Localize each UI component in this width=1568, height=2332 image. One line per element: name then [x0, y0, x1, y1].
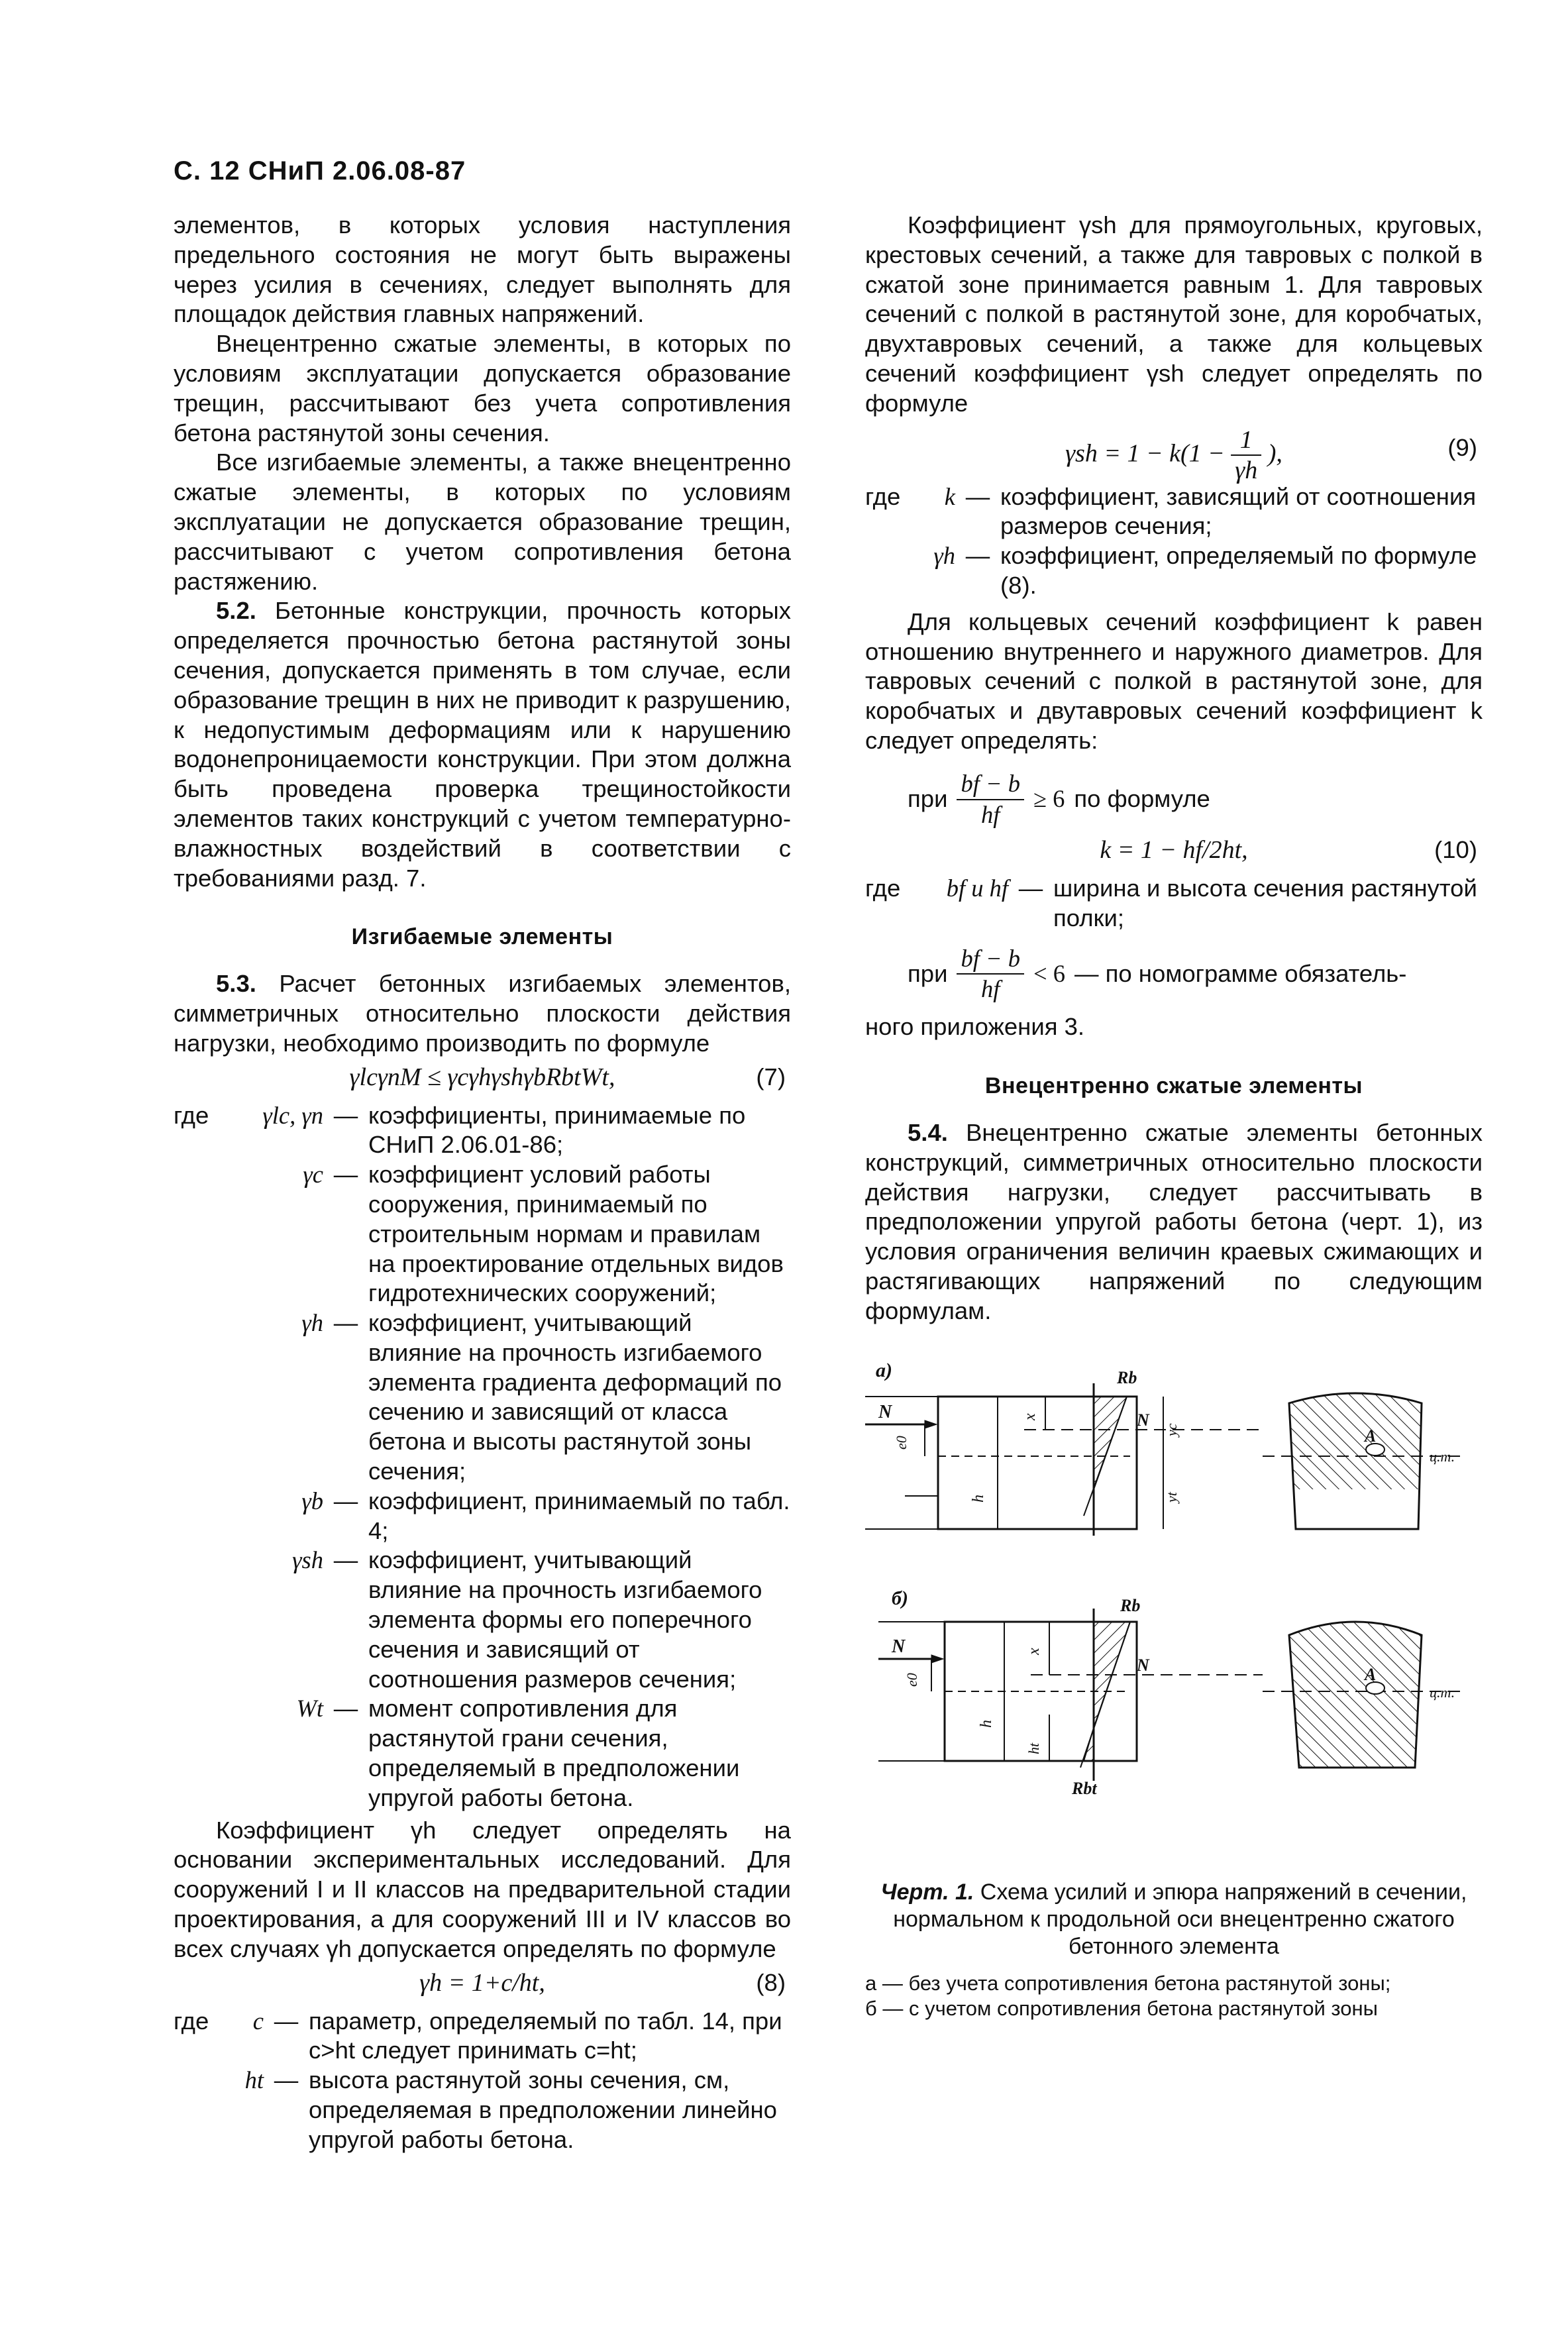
- paragraph: элементов, в которых условия наступления предельного состояния не могут быть выражены через усилия в сечениях, следует выполнять для площадок действия главных напряжений.: [174, 211, 791, 328]
- condition-operator: < 6: [1033, 959, 1065, 987]
- dash: —: [333, 1309, 358, 1337]
- paragraph-5-4: [865, 1118, 1483, 1326]
- arrow-head: [931, 1655, 943, 1663]
- symbol: γlc, γn: [262, 1101, 323, 1129]
- formula-9-expression: [1065, 425, 1282, 486]
- force-n: N: [878, 1401, 892, 1422]
- dim-yt: yt: [1163, 1491, 1180, 1503]
- condition-word: при: [908, 785, 948, 813]
- clause-number: 5.2.: [216, 597, 256, 625]
- definition-text: параметр, определяемый по табл. 14, при c>ht следует принимать c=ht;: [309, 2007, 782, 2064]
- where-word: [174, 1160, 221, 1308]
- where-word: где: [865, 874, 901, 902]
- definition-text: коэффициент, учитывающий влияние на прочность изгибаемого элемента градиента деформаций по сечению и зависящий от класса бетона и высоты растянутой зоны сечения;: [368, 1309, 782, 1485]
- dash: —: [333, 1101, 358, 1129]
- paragraph: Коэффициент γh следует определять на основании экспериментальных исследований. Для сооружений I и II классов на предварительной стадии проектирования, а для сооружений III и IV классов во всех случаях γh допускается определять по формуле: [174, 1816, 791, 1962]
- definition-text: коэффициент, принимаемый по табл. 4;: [368, 1487, 790, 1544]
- dim-yc: yc: [1163, 1422, 1180, 1436]
- numerator: bf − b: [957, 769, 1024, 800]
- where-word: [174, 2066, 221, 2154]
- dash: —: [333, 1487, 358, 1514]
- right-column: [865, 211, 1483, 2021]
- symbol: γh: [933, 542, 955, 570]
- numerator: 1: [1231, 425, 1261, 456]
- definition-10: [865, 874, 1483, 933]
- condition-word: при: [908, 959, 948, 987]
- definition-text: высота растянутой зоны сечения, см, определяемая в предположении линейно упругой работы бетона.: [309, 2066, 777, 2153]
- dim-ht: ht: [1025, 1742, 1042, 1754]
- formula-7-number: (7): [756, 1063, 786, 1090]
- clause-text: Внецентренно сжатые элементы бетонных конструкций, симметричных относительно плоскости действия нагрузки, следует рассчитывать в предположении упругой работы бетона (черт. 1), из условия ограничения величин краевых сжимающих и растягивающих напряжений по следующим формулам.: [865, 1118, 1483, 1324]
- paragraph-5-3: [174, 969, 791, 1058]
- neutral-n: N: [1137, 1655, 1149, 1675]
- dash: —: [965, 542, 990, 570]
- section-title: Изгибаемые элементы: [351, 924, 613, 950]
- paragraph: Для кольцевых сечений коэффициент k равен отношению внутреннего и наружного диаметров. Для тавровых сечений с полкой в растянутой зоне, для коробчатых и двутавровых сечений коэффициент k следует определять:: [865, 608, 1483, 754]
- fraction: [957, 944, 1024, 1005]
- paragraph: Коэффициент γsh для прямоугольных, круговых, крестовых сечений, а также для тавровых с полкой в сжатой зоне принимается равным 1. Для тавровых сечений с полкой в растянутой зоне, для коробчатых, двухтавровых сечений, а также для кольцевых сечений коэффициент γsh следует определять по формуле: [865, 211, 1483, 417]
- section-hatch: [1289, 1622, 1422, 1768]
- definition-list-9: [865, 482, 1483, 601]
- clause-number: 5.3.: [216, 970, 256, 998]
- caption-title: Черт. 1.: [880, 1880, 974, 1905]
- where-word: [865, 541, 913, 601]
- arrow-head: [925, 1420, 937, 1428]
- figure-1: [865, 1357, 1483, 1860]
- symbol: c: [252, 2007, 264, 2035]
- denominator: hf: [981, 800, 1000, 828]
- definition-text: момент сопротивления для растянутой грани сечения, определяемый в предположении упругой работы бетона.: [368, 1695, 740, 1811]
- denominator: γh: [1235, 456, 1258, 485]
- dim-h: h: [970, 1494, 987, 1503]
- stress-rbt: Rbt: [1072, 1778, 1097, 1798]
- formula-10-expression: k = 1 − hf/2ht,: [1100, 835, 1248, 864]
- formula-9: [865, 419, 1483, 485]
- formula-9-right: ),: [1267, 439, 1282, 468]
- label-a: а): [876, 1359, 892, 1381]
- caption-text: Схема усилий и эпюра напряжений в сечении, нормальном к продольной оси внецентренно сжатого бетонного элемента: [893, 1880, 1467, 1960]
- force-n: N: [892, 1636, 906, 1657]
- centroid-label: ц.т.: [1430, 1448, 1455, 1465]
- clause-text: Бетонные конструкции, прочность которых определяется прочностью бетона растянутой зоны сечения, допускается применять в том случае, если образование трещин в них не приводит к разрушению, к недопустимым деформациям или к нарушению водонепроницаемости конструкции. При этом должна быть проведена проверка трещиностойкости элементов таких конструкций с учетом температурно-влажностных воздействий в соответствии с требованиями разд. 7.: [174, 597, 791, 892]
- symbol: γc: [303, 1161, 323, 1189]
- where-word: где: [174, 2007, 209, 2035]
- definition-text: коэффициент, учитывающий влияние на прочность изгибаемого элемента формы его поперечного сечения и зависящий от соотношения размеров сечения;: [368, 1546, 762, 1693]
- figure-a: [865, 1359, 1461, 1536]
- stress-rb: Rb: [1120, 1595, 1141, 1615]
- page-header: С. 12 СНиП 2.06.08-87: [174, 156, 466, 186]
- symbol: γsh: [292, 1546, 323, 1574]
- formula-7-expression: γlcγnM ≤ γcγhγshγbRbtWt,: [349, 1063, 615, 1091]
- clause-number: 5.4.: [908, 1118, 948, 1146]
- formula-9-left: γsh = 1 − k(1 −: [1065, 439, 1225, 468]
- figure-b: [878, 1587, 1461, 1798]
- compressed-zone: [1289, 1393, 1422, 1489]
- formula-8-expression: γh = 1+c/ht,: [419, 1968, 545, 1997]
- centroid-label: ц.т.: [1430, 1683, 1455, 1701]
- section-title: Внецентренно сжатые элементы: [984, 1073, 1363, 1099]
- dim-e0: e0: [904, 1672, 920, 1687]
- definition-text: коэффициенты, принимаемые по СНиП 2.06.01-86;: [368, 1101, 746, 1159]
- where-word: где: [174, 1101, 209, 1129]
- legend-a: а — без учета сопротивления бетона растянутой зоны;: [865, 1972, 1391, 1995]
- symbol: Wt: [296, 1695, 323, 1722]
- formula-10: [865, 831, 1483, 874]
- where-word: [174, 1694, 221, 1813]
- condition-1: [908, 768, 1483, 831]
- condition-operator: ≥ 6: [1033, 785, 1065, 813]
- stress-rb: Rb: [1117, 1367, 1137, 1387]
- formula-9-number: (9): [1447, 433, 1477, 461]
- definition-text: коэффициент, зависящий от соотношения размеров сечения;: [1000, 482, 1477, 540]
- definition-list-8: [174, 2007, 791, 2155]
- paragraph: ного приложения 3.: [865, 1013, 1085, 1041]
- symbol: ht: [244, 2066, 264, 2094]
- paragraph: Все изгибаемые элементы, а также внецентренно сжатые элементы, в которых по условиям эксплуатации не допускается образование трещин, рассчитывают с учетом сопротивления бетона растяжению.: [174, 449, 791, 595]
- dash: —: [333, 1546, 358, 1574]
- definition-text: коэффициент, определяемый по формуле (8).: [1000, 542, 1477, 599]
- figure-legend: [865, 1971, 1483, 2021]
- fraction: [1231, 425, 1261, 486]
- where-word: [174, 1308, 221, 1487]
- symbol: γh: [301, 1309, 323, 1337]
- area-a: A: [1365, 1664, 1377, 1684]
- formula-8-number: (8): [756, 1968, 786, 1996]
- area-a: A: [1365, 1426, 1377, 1446]
- definition-text: коэффициент условий работы сооружения, принимаемый по строительным нормам и правилам на проектирование отдельных видов гидротехнических сооружений;: [368, 1161, 784, 1307]
- dim-x: x: [1021, 1412, 1039, 1420]
- condition-2: [908, 942, 1483, 1006]
- denominator: hf: [981, 975, 1000, 1003]
- dash: —: [274, 2007, 299, 2035]
- formula-8: [174, 1964, 791, 2007]
- definition-list-7: [174, 1101, 791, 1813]
- symbol: bf и hf: [946, 874, 1008, 902]
- condition-tail: по формуле: [1074, 785, 1210, 813]
- fraction: [957, 769, 1024, 830]
- paragraph: Внецентренно сжатые элементы, в которых по условиям эксплуатации допускается образование трещин, рассчитывают без учета сопротивления бетона растянутой зоны сечения.: [174, 330, 791, 447]
- numerator: bf − b: [957, 944, 1024, 975]
- paragraph-5-2: [174, 596, 791, 893]
- dim-h: h: [978, 1719, 995, 1728]
- clause-text: Расчет бетонных изгибаемых элементов, симметричных относительно плоскости действия нагрузки, необходимо производить по формуле: [174, 970, 791, 1057]
- neutral-n: N: [1137, 1410, 1149, 1430]
- definition-text: ширина и высота сечения растянутой полки;: [1053, 874, 1477, 931]
- dash: —: [333, 1695, 358, 1722]
- where-word: [174, 1487, 221, 1546]
- dash: —: [274, 2066, 299, 2094]
- formula-7: [174, 1059, 791, 1101]
- dim-e0: e0: [893, 1435, 910, 1450]
- formula-10-number: (10): [1434, 835, 1477, 863]
- dash: —: [1018, 874, 1043, 902]
- where-word: где: [865, 482, 901, 510]
- figure-caption: [865, 1879, 1483, 1960]
- legend-b: б — с учетом сопротивления бетона растянутой зоны: [865, 1997, 1378, 2021]
- dash: —: [333, 1161, 358, 1189]
- symbol: k: [944, 482, 955, 510]
- condition-tail: — по номограмме обязатель-: [1074, 959, 1407, 987]
- dim-x: x: [1025, 1647, 1043, 1655]
- where-word: [174, 1546, 221, 1694]
- left-column: [174, 211, 791, 2155]
- label-b: б): [892, 1587, 908, 1609]
- symbol: γb: [301, 1487, 323, 1514]
- dash: —: [965, 482, 990, 510]
